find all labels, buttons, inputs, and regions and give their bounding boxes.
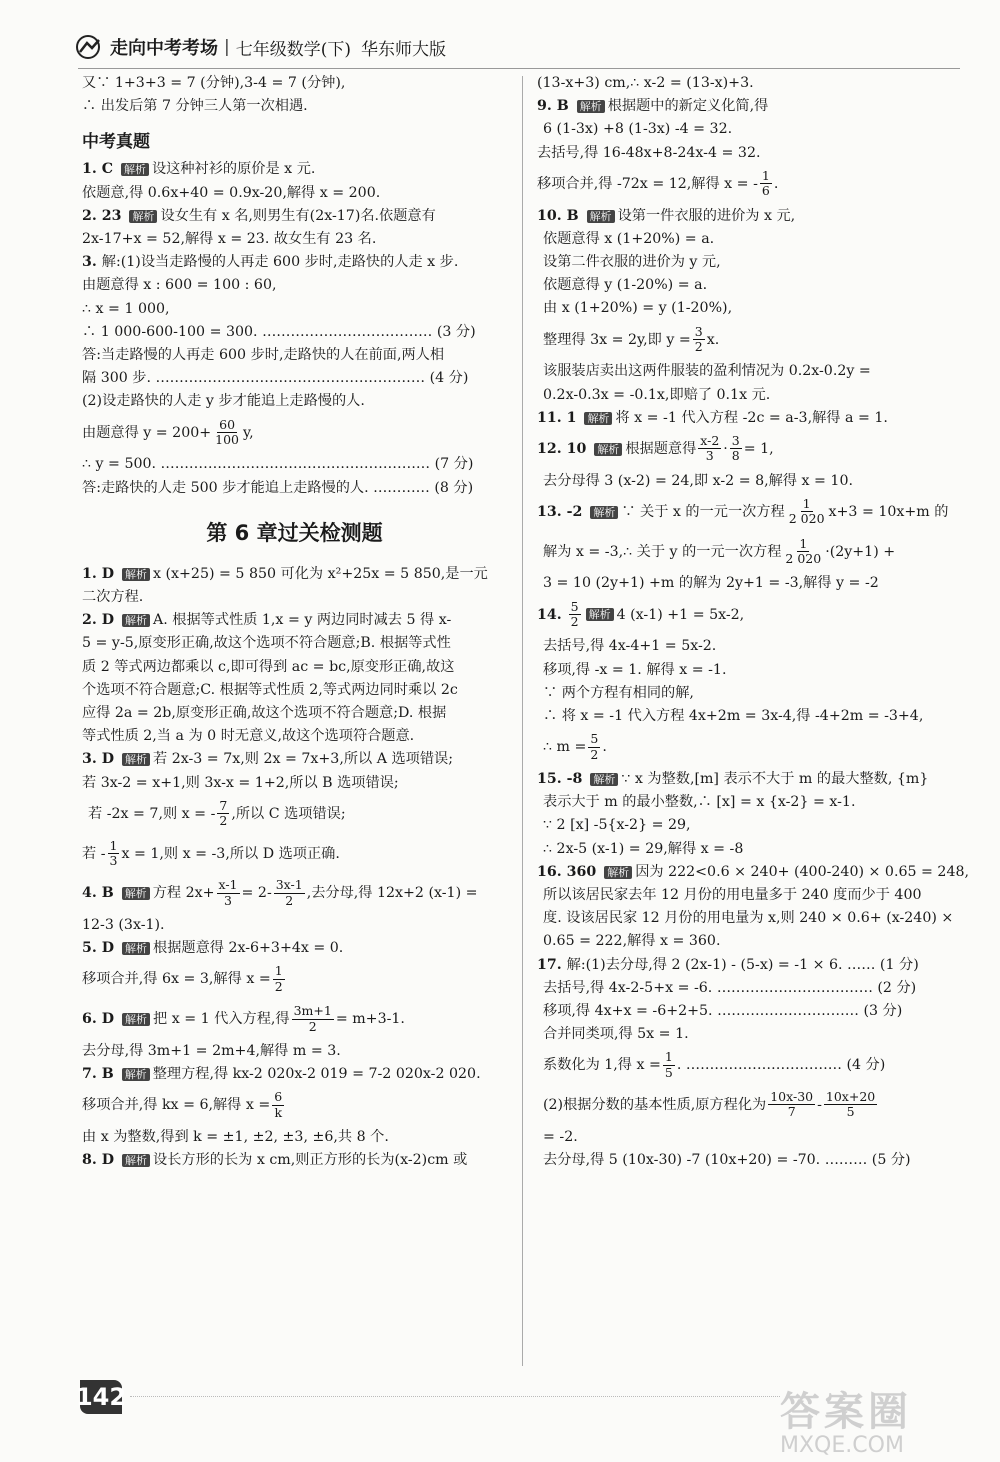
fraction <box>217 878 240 908</box>
line-text: 质 2 等式两边都乘以 c,即可得到 ac = bc,原变形正确,故这 <box>82 658 455 675</box>
text-line <box>82 613 507 627</box>
line-text: 2x-17+x = 52,解得 x = 23. 故女生有 23 名. <box>82 231 377 248</box>
line-text: ∵ 关于 x 的一元一次方程 <box>621 503 785 520</box>
line-text: 应得 2a = 2b,原变形正确,故这个选项不符合题意;D. 根据 <box>82 705 447 722</box>
line-text: 该服装店卖出这两件服装的盈利情况为 0.2x-0.2y = <box>543 363 871 380</box>
line-text: 解:(1)去分母,得 2 (2x-1) - (5-x) = -1 × 6. …… (1 分) <box>566 956 919 973</box>
line-text: 12-3 (3x-1). <box>82 917 165 934</box>
fraction <box>730 434 742 464</box>
analysis-tag: 解析 <box>122 753 150 766</box>
analysis-tag: 解析 <box>122 1068 150 1081</box>
line-text: 合并同类项,得 5x = 1. <box>543 1026 689 1043</box>
text-line <box>537 981 967 995</box>
line-text: 由 x (1+20%) = y (1-20%), <box>543 300 733 317</box>
text-line <box>537 888 967 902</box>
text-line <box>537 301 967 315</box>
line-text: 解为 x = -3,∴ 关于 y 的一元一次方程 <box>543 543 782 560</box>
text-line <box>82 839 507 869</box>
line-text: ∵ x 为整数,[m] 表示不大于 m 的最大整数, {m} <box>621 770 929 787</box>
question-number: 3. D <box>82 751 119 768</box>
line-text: = -2. <box>543 1128 578 1145</box>
line-text: 去括号,得 4x-2-5+x = -6. …………………………… (2 分) <box>543 979 917 996</box>
line-text: - <box>817 1096 822 1113</box>
fraction-numerator: 10x-30 <box>770 1089 814 1105</box>
text-line <box>537 411 967 425</box>
analysis-tag: 解析 <box>590 506 618 519</box>
line-text: 解:(1)设当走路慢的人再走 600 步时,走路快的人走 x 步. <box>101 254 459 271</box>
text-line <box>82 162 507 176</box>
analysis-tag: 解析 <box>584 412 612 425</box>
line-text: 二次方程. <box>82 589 144 605</box>
line-text: 根据题中的新定义化简,得 <box>607 98 769 115</box>
fraction-denominator: 5 <box>664 1064 673 1080</box>
text-line <box>537 364 967 378</box>
line-text: = 2- <box>241 885 272 902</box>
line-text: ,去分母,得 12x+2 (x-1) = <box>306 885 478 902</box>
text-line <box>537 122 967 136</box>
text-line <box>537 388 967 402</box>
text-line <box>82 99 507 113</box>
line-text: 设第二件衣服的进价为 y 元, <box>543 253 721 270</box>
text-line <box>82 1004 507 1034</box>
text-line <box>537 1130 967 1144</box>
line-text: ∴ 2x-5 (x-1) = 29,解得 x = -8 <box>543 840 744 857</box>
fraction-denominator: 2 <box>308 1018 317 1034</box>
text-line <box>537 863 970 880</box>
watermark-line2: MXQE.COM <box>780 1433 904 1458</box>
fraction-denominator: 2 <box>274 978 283 994</box>
line-text: 5 = y-5,原变形正确,故这个选项不符合题意;B. 根据等式性 <box>82 635 451 652</box>
fraction-denominator: 7 <box>787 1104 796 1120</box>
text-line <box>82 76 507 90</box>
line-text: 又∵ 1+3+3 = 7 (分钟),3-4 = 7 (分钟), <box>82 75 346 91</box>
text-line <box>82 418 507 448</box>
line-text: . …………………………… (4 分) <box>676 1057 886 1074</box>
text-line <box>537 278 967 292</box>
line-text: ∵ 两个方程有相同的解, <box>543 684 694 701</box>
fraction-denominator: 2 020 <box>785 551 822 567</box>
question-number: 6. D <box>82 1011 119 1028</box>
text-line <box>537 732 967 762</box>
line-text: 去括号,得 16-48x+8-24x-4 = 32. <box>537 144 761 161</box>
fraction <box>588 732 600 762</box>
fraction-numerator: 1 <box>664 1049 673 1065</box>
fraction-numerator: 1 <box>761 167 770 183</box>
analysis-tag: 解析 <box>122 942 150 955</box>
text-line <box>82 1067 507 1081</box>
fraction-numerator: 1 <box>109 837 118 853</box>
fraction-numerator: 60 <box>219 416 236 432</box>
question-number: 2. D <box>82 612 119 629</box>
line-text: 设这种衬衫的原价是 x 元. <box>151 161 316 178</box>
line-text: 根据题意得 2x-6+3+4x = 0. <box>153 940 344 957</box>
line-text: 所以该居民家去年 12 月份的用电量多于 240 度而少于 400 <box>543 886 922 903</box>
fraction-numerator: 6 <box>274 1089 283 1105</box>
analysis-tag: 解析 <box>122 1013 150 1026</box>
text-line <box>82 348 507 362</box>
question-number: 1. D <box>82 565 119 582</box>
fraction-denominator: 2 <box>570 613 579 629</box>
fraction <box>787 497 827 527</box>
text-line <box>82 1153 507 1167</box>
text-line <box>82 964 507 994</box>
analysis-tag: 解析 <box>594 443 622 456</box>
text-line <box>82 752 507 766</box>
fraction-numerator: x-1 <box>218 877 238 893</box>
line-text: ∴ m = <box>543 739 587 756</box>
line-text: 去分母,得 5 (10x-30) -7 (10x+20) = -70. ……… (5 分) <box>543 1152 911 1169</box>
line-text: x = 1,则 x = -3,所以 D 选项正确. <box>121 845 340 862</box>
line-text: 等式性质 2,当 a 为 0 时无意义,故这个选项符合题意. <box>82 728 415 745</box>
fraction-numerator: 3x-1 <box>275 877 303 893</box>
fraction-denominator: 6 <box>761 183 770 199</box>
fraction-numerator: 5 <box>590 731 599 747</box>
line-text: 依题意得 x (1+20%) = a. <box>543 230 715 247</box>
analysis-tag: 解析 <box>604 866 632 879</box>
text-line <box>82 232 507 246</box>
column-divider <box>522 76 523 1366</box>
text-line <box>537 1090 967 1120</box>
analysis-tag: 解析 <box>121 163 149 176</box>
left-column <box>82 76 507 1177</box>
fraction <box>292 1004 334 1034</box>
line-text: 根据题意得 <box>625 440 697 457</box>
text-line <box>82 729 507 743</box>
question-number: 5. D <box>82 940 119 957</box>
line-text: . <box>602 739 607 756</box>
text-line <box>82 481 507 495</box>
text-line <box>82 371 507 385</box>
line-text: 设女生有 x 名,则男生有(2x-17)名.依题意有 <box>160 207 436 224</box>
text-line <box>537 146 967 160</box>
analysis-tag: 解析 <box>122 614 150 627</box>
line-text: ∴ 将 x = -1 代入方程 4x+2m = 3x-4,得 -4+2m = -3+4, <box>543 707 924 724</box>
fraction <box>217 799 229 829</box>
text-line <box>537 537 967 567</box>
line-text: 去分母得 3 (x-2) = 24,即 x-2 = 8,解得 x = 10. <box>543 472 853 489</box>
line-text: 设第一件衣服的进价为 x 元, <box>617 207 796 224</box>
text-line <box>537 232 967 246</box>
line-text: 若 - <box>82 845 106 862</box>
line-text: 若 3x-2 = x+1,则 3x-x = 1+2,所以 B 选项错误; <box>82 774 399 791</box>
text-line <box>537 818 967 832</box>
brand-title: 走向中考考场 <box>110 38 218 59</box>
analysis-tag: 解析 <box>122 887 150 900</box>
line-text: x. <box>706 331 720 348</box>
text-line <box>82 255 507 269</box>
answer-fraction <box>569 600 581 630</box>
line-text: 去分母,得 3m+1 = 2m+4,解得 m = 3. <box>82 1042 341 1059</box>
line-text: 移项合并,得 kx = 6,解得 x = <box>82 1097 271 1114</box>
line-text: ∴ 1 000-600-100 = 300. ……………………………… (3 分) <box>82 323 476 340</box>
text-line <box>82 776 507 790</box>
fraction-denominator: 3 <box>224 892 232 908</box>
text-line <box>537 772 967 786</box>
line-text: ∴ x = 1 000, <box>82 300 170 317</box>
text-line <box>537 842 967 856</box>
text-line <box>82 799 507 829</box>
fraction-numerator: x-2 <box>700 432 720 448</box>
line-text: 依题意,得 0.6x+40 = 0.9x-20,解得 x = 200. <box>82 184 381 201</box>
line-text: ·(2y+1) + <box>825 543 896 560</box>
text-line <box>82 394 507 408</box>
text-line <box>537 686 967 700</box>
fraction <box>273 964 285 994</box>
line-text: 若 2x-3 = 7x,则 2x = 7x+3,所以 A 选项错误; <box>153 751 453 768</box>
text-line <box>82 683 507 697</box>
question-number: 7. B <box>82 1066 119 1083</box>
text-line <box>82 1044 507 1058</box>
analysis-tag: 解析 <box>587 210 615 223</box>
text-line <box>537 1153 967 1167</box>
fraction <box>824 1090 877 1120</box>
text-line <box>537 209 967 223</box>
text-line <box>82 325 507 339</box>
line-text: 隔 300 步. ………………………………………………… (4 分) <box>82 370 469 387</box>
text-line <box>82 660 507 674</box>
line-text: ∵ 2 [x] -5{x-2} = 29, <box>543 817 691 834</box>
line-text: 6 (1-3x) +8 (1-3x) -4 = 32. <box>543 121 733 138</box>
text-line <box>82 209 507 223</box>
line-text: 由题意得 y = 200+ <box>82 424 212 441</box>
text-line <box>537 911 967 925</box>
text-line <box>537 474 967 488</box>
line-text: 整理方程,得 kx-2 020x-2 019 = 7-2 020x-2 020. <box>152 1066 481 1083</box>
fraction-denominator: 8 <box>731 448 740 464</box>
fraction-denominator: 3 <box>109 852 118 868</box>
text-line <box>82 457 507 471</box>
line-text: y, <box>243 424 254 441</box>
line-text: 答:当走路慢的人再走 600 步时,走路快的人在前面,两人相 <box>82 347 445 364</box>
line-text: x+3 = 10x+m 的 <box>828 503 949 520</box>
line-text: 将 x = -1 代入方程 -2c = a-3,解得 a = 1. <box>615 409 888 426</box>
line-text: 答:走路快的人走 500 步才能追上走路慢的人. ………… (8 分) <box>82 479 474 496</box>
question-number: 3. <box>82 254 102 271</box>
running-header <box>74 30 446 64</box>
line-text: 移项,得 4x+x = -6+2+5. ………………………… (3 分) <box>543 1002 903 1019</box>
fraction-denominator: 2 <box>590 746 599 762</box>
line-text: 依题意得 y (1-20%) = a. <box>543 277 708 294</box>
fraction-numerator: 7 <box>219 797 228 813</box>
question-number: 16. 360 <box>537 863 602 880</box>
fraction-denominator: 100 <box>215 432 240 448</box>
text-line <box>82 918 507 932</box>
line-text: 整理得 3x = 2y,即 y = <box>543 331 691 348</box>
fraction-numerator: 3m+1 <box>293 1003 332 1019</box>
fraction-numerator: 1 <box>274 963 283 979</box>
line-text: 由题意得 x : 600 = 100 : 60, <box>82 277 277 294</box>
edition-label: 华东师大版 <box>361 39 446 60</box>
runner-logo-icon <box>74 34 104 60</box>
question-number: 10. B <box>537 207 584 224</box>
fraction-denominator: 5 <box>846 1104 855 1120</box>
fraction-denominator: 2 <box>285 892 294 908</box>
line-text: ∴ y = 500. ………………………………………………… (7 分) <box>82 456 474 473</box>
chapter-title: 第 6 章过关检测题 <box>206 520 383 545</box>
question-number: 8. D <box>82 1152 119 1169</box>
text-line <box>537 795 967 809</box>
text-line <box>537 255 967 269</box>
question-number: 4. B <box>82 885 119 902</box>
fraction <box>663 1050 675 1080</box>
line-text: A. 根据等式性质 1,x = y 两边同时减去 5 得 x- <box>153 612 452 629</box>
right-column <box>537 75 970 1176</box>
fraction <box>108 839 120 869</box>
text-line <box>82 278 507 292</box>
fraction-denominator: 2 <box>694 338 703 354</box>
header-separator: | <box>224 37 230 57</box>
line-text: 度. 设该居民家 12 月份的用电量为 x,则 240 × 0.6+ (x-240) × <box>543 910 954 927</box>
line-text: (13-x+3) cm,∴ x-2 = (13-x)+3. <box>537 75 754 91</box>
line-text: (2)设走路快的人走 y 步才能追上走路慢的人. <box>82 393 365 410</box>
watermark <box>780 1380 980 1458</box>
line-text: 由 x 为整数,得到 k = ±1, ±2, ±3, ±6,共 8 个. <box>82 1129 389 1146</box>
analysis-tag: 解析 <box>122 568 150 581</box>
fraction <box>783 537 823 567</box>
analysis-tag: 解析 <box>122 1154 150 1167</box>
text-line <box>82 1090 507 1120</box>
text-line <box>537 709 967 723</box>
text-line <box>537 1050 967 1080</box>
text-line <box>537 1027 967 1041</box>
question-number: 14. <box>537 606 567 623</box>
footer-rule <box>130 1396 780 1397</box>
text-line <box>537 325 967 355</box>
text-line <box>82 878 507 908</box>
fraction-numerator: 1 <box>799 535 808 551</box>
page-number: 142 <box>80 1380 122 1414</box>
line-text: 4 (x-1) +1 = 5x-2, <box>616 606 745 623</box>
header-rule <box>78 68 960 69</box>
fraction-numerator: 5 <box>570 598 579 614</box>
text-line <box>537 169 967 199</box>
text-line <box>82 941 507 955</box>
line-text: 去括号,得 4x-4+1 = 5x-2. <box>543 638 717 655</box>
book-subtitle: 七年级数学(下) <box>235 39 351 60</box>
fraction <box>272 1090 284 1120</box>
text-line <box>537 934 967 948</box>
analysis-tag: 解析 <box>129 210 157 223</box>
text-line <box>537 576 967 590</box>
question-number: 1. C <box>82 161 118 178</box>
text-line <box>537 434 967 464</box>
line-text: 若 -2x = 7,则 x = - <box>88 805 216 822</box>
fraction <box>213 418 241 448</box>
section-heading: 中考真题 <box>82 132 150 153</box>
line-text: (2)根据分数的基本性质,原方程化为 <box>543 1096 767 1113</box>
watermark-line1: 答案圈 <box>780 1389 912 1435</box>
line-text: 因为 222<0.6 × 240+ (400-240) × 0.65 = 248, <box>635 863 970 880</box>
question-number: 9. B <box>537 98 574 115</box>
line-text: ∴ 出发后第 7 分钟三人第一次相遇. <box>82 98 308 115</box>
fraction-numerator: 3 <box>731 432 740 448</box>
question-number: 12. 10 <box>537 440 592 457</box>
line-text: ,所以 C 选项错误; <box>231 805 346 822</box>
fraction <box>768 1090 815 1120</box>
line-text: 3 = 10 (2y+1) +m 的解为 2y+1 = -3,解得 y = -2 <box>543 575 879 592</box>
fraction-denominator: 3 <box>705 448 714 464</box>
text-line <box>537 76 967 90</box>
text-line <box>537 639 967 653</box>
line-text: 移项,得 -x = 1. 解得 x = -1. <box>543 661 727 678</box>
line-text: 系数化为 1,得 x = <box>543 1057 661 1074</box>
text-line <box>82 706 507 720</box>
text-line <box>537 600 967 630</box>
fraction-denominator: 2 <box>219 813 228 829</box>
line-text: · <box>723 440 728 457</box>
fraction <box>274 878 305 908</box>
text-line <box>537 958 967 972</box>
question-number: 11. 1 <box>537 409 582 426</box>
line-text: 个选项不符合题意;C. 根据等式性质 2,等式两边同时乘以 2c <box>82 681 458 698</box>
text-line <box>82 1130 507 1144</box>
text-line <box>537 497 967 527</box>
fraction-numerator: 3 <box>694 323 703 339</box>
question-number: 15. -8 <box>537 770 588 787</box>
analysis-tag: 解析 <box>590 773 618 786</box>
fraction-numerator: 10x+20 <box>825 1089 876 1105</box>
text-line <box>537 99 967 113</box>
line-text: 方程 2x+ <box>152 885 215 902</box>
analysis-tag: 解析 <box>577 100 605 113</box>
line-text: 把 x = 1 代入方程,得 <box>153 1011 290 1028</box>
line-text: 表示大于 m 的最小整数,∴ [x] = x {x-2} = x-1. <box>543 794 856 811</box>
text-line <box>82 567 507 581</box>
fraction-denominator: k <box>274 1104 283 1120</box>
fraction <box>698 434 721 464</box>
line-text: = m+3-1. <box>335 1011 405 1028</box>
line-text: x (x+25) = 5 850 可化为 x²+25x = 5 850,是一元 <box>153 565 488 582</box>
text-line <box>82 302 507 316</box>
text-line <box>82 186 507 200</box>
fraction <box>693 325 705 355</box>
line-text: 0.2x-0.3x = -0.1x,即赔了 0.1x 元. <box>543 386 771 403</box>
line-text: . <box>773 175 779 192</box>
line-text: 移项合并,得 6x = 3,解得 x = <box>82 971 271 988</box>
text-line <box>537 663 967 677</box>
fraction-numerator: 1 <box>802 495 811 511</box>
line-text: 移项合并,得 -72x = 12,解得 x = - <box>537 175 758 192</box>
line-text: 设长方形的长为 x cm,则正方形的长为(x-2)cm 或 <box>153 1152 468 1169</box>
analysis-tag: 解析 <box>586 608 614 621</box>
line-text: 0.65 = 222,解得 x = 360. <box>543 933 721 950</box>
fraction <box>760 169 772 199</box>
question-number: 17. <box>537 956 567 973</box>
question-number: 2. 23 <box>82 207 127 224</box>
text-line <box>82 636 507 650</box>
line-text: = 1, <box>743 440 774 457</box>
text-line <box>82 590 507 604</box>
text-line <box>537 1004 967 1018</box>
question-number: 13. -2 <box>537 503 588 520</box>
fraction-denominator: 2 020 <box>788 511 825 527</box>
